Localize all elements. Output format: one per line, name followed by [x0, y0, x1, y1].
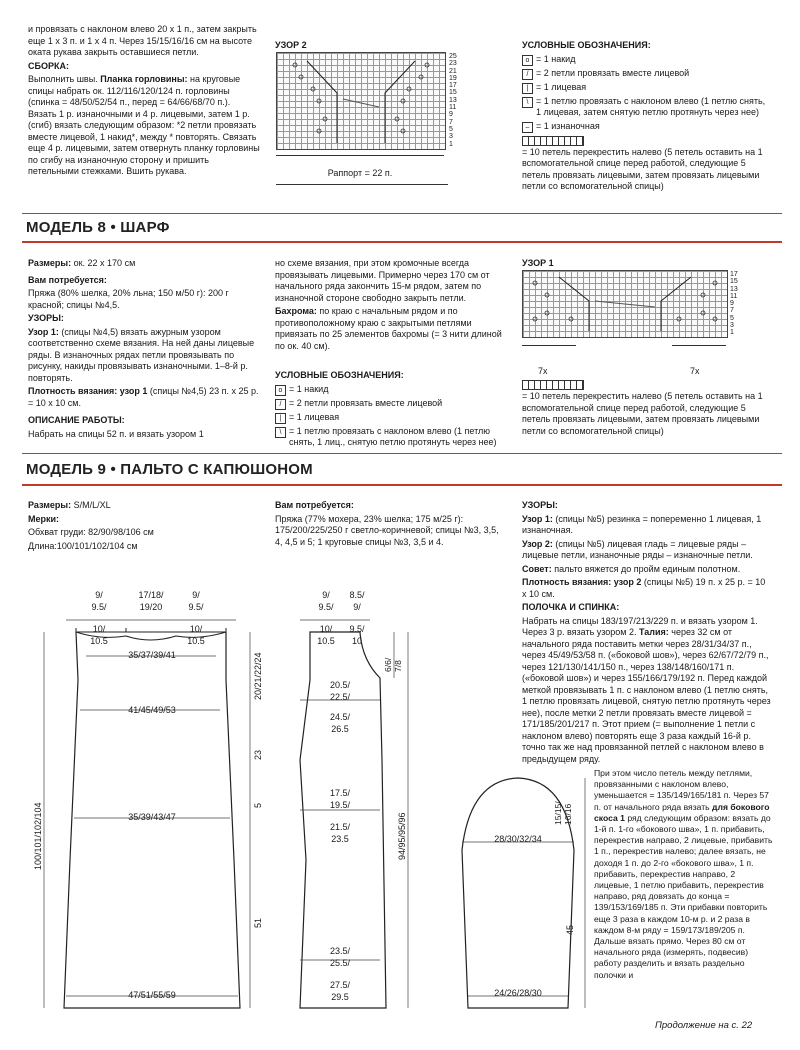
- sleeve-dim-length: 45: [565, 924, 575, 935]
- legend-top: [522, 40, 767, 195]
- row-number: 1: [730, 329, 734, 337]
- legend-item: / = 2 петли провязать вместе лицевой: [522, 68, 767, 80]
- k2tog-icon: /: [522, 69, 533, 80]
- row-number: 13: [449, 96, 457, 104]
- row-number: 23: [449, 60, 457, 68]
- row-number: 19: [449, 74, 457, 82]
- legend-item: | = 1 лицевая: [275, 412, 507, 424]
- front-dim-w5: 23.5/ 25.5/: [329, 946, 351, 968]
- front-dim-w4: 21.5/ 23.5: [329, 822, 351, 844]
- uzor2-row-numbers: [449, 53, 457, 148]
- top-left-text: [28, 24, 260, 180]
- row-number: 7: [730, 307, 734, 315]
- sleeve-end-paragraph: и провязать с наклоном влево 20 х 1 п., затем закрыть еще 1 х 3 п. и 1 х 4 п. Через 15/15/16/16 см на высоте оката рукава закрыть оставшиеся петли.: [28, 24, 257, 57]
- sleeve-dim-bottom: 24/26/28/30: [494, 988, 542, 998]
- model9-col2: Вам потребуется: Пряжа (77% мохера, 23% шелка; 175 м/25 г): 175/200/225/250 г светло-коричневой; спицы №3, 3,5, 4, 4,5 и 5; 1 круговые спицы №3, 3,5 и 4.: [275, 500, 499, 547]
- back-dim-5: 5: [253, 802, 263, 808]
- legend-item: o = 1 накид: [522, 54, 767, 66]
- back-schematic: [30, 560, 275, 1020]
- legend-item: | = 1 лицевая: [522, 82, 767, 94]
- front-dim-shoulder-2: 10/ 10.5: [317, 624, 335, 646]
- uzor2-rapport-label: Раппорт = 22 п.: [327, 168, 393, 178]
- uzor2-title: УЗОР 2: [275, 40, 307, 50]
- model8-work-continued: но схеме вязания, при этом кромочные всегда провязывать лицевыми. Примерно через 170 см от начального ряда закончить 15-м рядом, затем по изнаночной стороне свободно закрыть петли.: [275, 258, 490, 303]
- sleeve-dim-cap: 15/15/ 16/16: [553, 801, 573, 825]
- back-dim-waist-top: 41/45/49/53: [128, 705, 176, 715]
- model8-col1: Размеры: ок. 22 х 170 см Вам потребуется: Пряжа (80% шелка, 20% льна; 150 м/50 г): 200 г красной; спицы №4,5. УЗОРЫ: Узор 1: (спицы №4,5) вязать ажурным узором соответственно схеме вязания. На ней даны лицевые ряды. В изнаночных рядах петли провязывать по рисунку, накиды провязывать изнаночными. 1–8-й р. повторять. Плотность вязания: узор 1 (спицы №4,5) 23 п. х 25 р. = 10 х 10 см. ОПИСАНИЕ РАБОТЫ: Набрать на спицы 52 п. и вязать узором 1: [28, 258, 259, 439]
- back-dim-shoulder-right-2: 10/ 10.5: [187, 624, 205, 646]
- ssk-icon: \: [275, 427, 286, 438]
- sleeve-dim-top: 28/30/32/34: [494, 834, 542, 844]
- back-dim-neck: 17/18/ 19/20: [138, 590, 164, 612]
- row-number: 5: [449, 125, 453, 133]
- back-dim-armhole: 20/21/22/24: [253, 652, 263, 700]
- front-dim-neck-depth: 6/6/ 7/8: [383, 657, 403, 672]
- legend-item: \ = 1 петлю провязать с наклоном влево (1 петлю снять, 1 лицевая, затем снятую петлю протянуть через нее): [522, 96, 767, 119]
- legend-item: o = 1 накид: [275, 384, 507, 396]
- uzor1-repeat-bracket-right: [672, 345, 726, 346]
- cable-symbol-icon: [522, 380, 584, 390]
- uzor1-repeat-right: 7x: [690, 366, 700, 376]
- back-dim-waist: 35/39/43/47: [128, 812, 176, 822]
- front-dim-total: 94/95/95/96: [397, 812, 407, 860]
- assembly-heading: СБОРКА:: [28, 60, 69, 71]
- cable-symbol-icon: [522, 136, 584, 146]
- row-number: 15: [730, 278, 738, 286]
- yarn-over-icon: o: [522, 55, 533, 66]
- legend-item: \ = 1 петлю провязать с наклоном влево (1 петлю снять, 1 лиц., снятую петлю протянуть через нее): [275, 426, 507, 449]
- legend-top-cable: = 10 петель перекрестить налево (5 петель оставить на 1 вспомогательной спице перед работой, следующие 5 петель провязать лицевыми, затем провязать лицевыми петли со вспомогательной спицы): [522, 146, 763, 191]
- front-dim-neck: 8.5/ 9/: [349, 590, 365, 612]
- model9-header: МОДЕЛЬ 9 • ПАЛЬТО С КАПЮШОНОМ: [26, 461, 313, 478]
- row-number: 3: [449, 133, 453, 141]
- knit-icon: |: [275, 413, 286, 424]
- row-number: 3: [730, 322, 734, 330]
- back-dim-shoulder-left: 9/ 9.5/: [91, 590, 107, 612]
- model8-header: МОДЕЛЬ 8 • ШАРФ: [26, 219, 170, 236]
- back-dim-chest: 35/37/39/41: [128, 650, 176, 660]
- row-number: 5: [730, 314, 734, 322]
- model9-col3b: При этом число петель между петлями, провязанными с наклоном влево, уменьшается = 135/149/165/181 п. Через 57 п. от начального ряда вязать для бокового скоса 1 ряд следующим образом: вязать до 1-й п. 1-го «бокового шва», 1 п. прибавить, перекрестив направо, 2 лицевые, прибавить 1 п., перекрестив налево; далее вязать, не доходя 1 п. до 2-го «бокового шва», 1 п. прибавить, перекрестив направо, 2 лицевые, 1 петлю прибавить, перекрестив направо, ряд довязать до конца = 139/153/169/185 п. Эти прибавки повторить еще 3 раза в каждом 10-м р. и 2 раза в каждом 8-м ряду = 159/173/189/205 п. Дальше вязать прямо. Через 80 см от начального ряда (измерять, подвесив) работу разделить и вязать раздельно полочки и: [594, 768, 773, 980]
- row-number: 25: [449, 53, 457, 60]
- row-number: 11: [449, 104, 457, 112]
- uzor1-symbols: [523, 271, 727, 337]
- front-dim-w6: 27.5/ 29.5: [329, 980, 351, 1002]
- yarn-over-icon: o: [275, 385, 286, 396]
- model9-col3: УЗОРЫ: Узор 1: (спицы №5) резинка = попеременно 1 лицевая, 1 изнаночная. Узор 2: (спицы №5) лицевая гладь = лицевые ряды – лицевые петли, изнаночные ряды – изнаночные петли. Совет: пальто вяжется до пройм единым полотном. Плотность вязания: узор 2 (спицы №5) 19 п. х 25 р. = 10 х 10 см. ПОЛОЧКА И СПИНКА: Набрать на спицы 183/197/213/229 п. и вязать узором 1. Через 3 р. вязать узором 2. Талия: через 32 см от начального ряда поставить метки через 28/31/34/37 п., через 45/49/53/58 п. («боковой шов»), через 62/67/72/79 п., через 121/130/141/150 п., через 138/148/160/171 п. («боковой шов») и через 155/166/179/192 п. Перед каждой меткой провязывать 1 п. с наклоном влево (1 петлю снять, 1 петлю провязать лицевой, снятую петлю протянуть через нее), после метки 2 петли провязать вместе лицевой = 171/185/201/217 п. Этот прием (= выполнение 1 петли с наклоном влево) повторять еще 3 раза каждый 16-й р. точно так же над провязанной петлей с наклоном влево в предыдущем ряду.: [522, 500, 771, 764]
- front-dim-w3: 17.5/ 19.5/: [329, 788, 351, 810]
- front-dim-shoulder: 9/ 9.5/: [318, 590, 334, 612]
- row-number: 17: [730, 271, 738, 278]
- uzor1-cable-text: = 10 петель перекрестить налево (5 петель оставить на 1 вспомогательной спице перед работой, следующие 5 петель провязать лицевыми, затем провязать лицевыми петли со вспомогательной спицы): [522, 391, 763, 436]
- legend-top-title: УСЛОВНЫЕ ОБОЗНАЧЕНИЯ:: [522, 40, 651, 50]
- model8-rule-top: [22, 213, 782, 214]
- front-dim-w2: 24.5/ 26.5: [329, 712, 351, 734]
- back-dim-shoulder-right: 9/ 9.5/: [188, 590, 204, 612]
- uzor1-repeat-left: 7x: [538, 366, 548, 376]
- model8-rule: [22, 241, 782, 243]
- model9-rule: [22, 484, 782, 486]
- row-number: 7: [449, 118, 453, 126]
- front-dim-neck-2: 9.5/ 10: [349, 624, 365, 646]
- row-number: 17: [449, 82, 457, 90]
- continued-note: Продолжение на с. 22: [655, 1020, 753, 1031]
- sleeve-schematic: [440, 770, 600, 1020]
- model9-col1: Размеры: S/M/L/XL Мерки: Обхват груди: 82/90/98/106 см Длина:100/101/102/104 см: [28, 500, 154, 551]
- purl-icon: –: [522, 122, 533, 133]
- uzor2-rapport-base: [276, 184, 448, 185]
- knit-icon: |: [522, 83, 533, 94]
- row-number: 13: [730, 285, 738, 293]
- model8-col2: но схеме вязания, при этом кромочные всегда провязывать лицевыми. Примерно через 170 см от начального ряда закончить 15-м рядом, затем по изнаночной стороне свободно закрыть петли. Бахрома: по краю с начальным рядом и по противоположному краю с закрытыми петлями привязать по 25 элементов бахромы (= 3 нити длиной по ок. 40 см). УСЛОВНЫЕ ОБОЗНАЧЕНИЯ: o = 1 накид / = 2 петли провязать вместе лицевой | = 1 лицевая \ = 1 петлю провязать с наклоном влево (1 петлю снять, 1 лиц., снятую петлю протянуть через нее): [275, 258, 507, 451]
- back-dim-23: 23: [253, 749, 263, 760]
- back-dim-51: 51: [253, 917, 263, 928]
- row-number: 1: [449, 140, 453, 148]
- uzor1-title: УЗОР 1: [522, 258, 554, 268]
- back-dim-hem: 47/51/55/59: [128, 990, 176, 1000]
- row-number: 21: [449, 67, 457, 75]
- model9-rule-top: [22, 453, 782, 454]
- k2tog-icon: /: [275, 399, 286, 410]
- legend-item: – = 1 изнаночная: [522, 121, 767, 133]
- back-dim-shoulder-left-2: 10/ 10.5: [90, 624, 108, 646]
- back-dim-total: 100/101/102/104: [33, 802, 43, 870]
- uzor2-symbols: [277, 53, 445, 149]
- front-dim-w1: 20.5/ 22.5/: [329, 680, 351, 702]
- uzor1-chart-grid: [522, 270, 728, 338]
- row-number: 9: [730, 300, 734, 308]
- uzor2-rapport-bracket: [276, 155, 444, 156]
- row-number: 11: [730, 292, 738, 300]
- uzor1-row-numbers: [730, 271, 738, 337]
- row-number: 15: [449, 89, 457, 97]
- legend-item: / = 2 петли провязать вместе лицевой: [275, 398, 507, 410]
- row-number: 9: [449, 111, 453, 119]
- uzor1-repeat-bracket-left: [522, 345, 576, 346]
- uzor2-chart-grid: [276, 52, 446, 150]
- assembly-paragraph: Выполнить швы. Планка горловины: на круговые спицы набрать ок. 112/116/120/124 п. горловины (спинка = 48/50/52/54 п., перед = 64/66/68/70 п.). Вязать 1 р. изнаночными и 4 р. лицевыми, затем 1 р. (сгиб) вязать следующим образом: *2 петли провязать вместе лицевой, 1 накид*, между * повторять. Связать еще 4 р. лицевыми, затем отвернуть планку горловины по сгибу на изнаночную сторону и пришить петельными стежками. Вшить рукава.: [28, 74, 260, 176]
- ssk-icon: \: [522, 97, 533, 108]
